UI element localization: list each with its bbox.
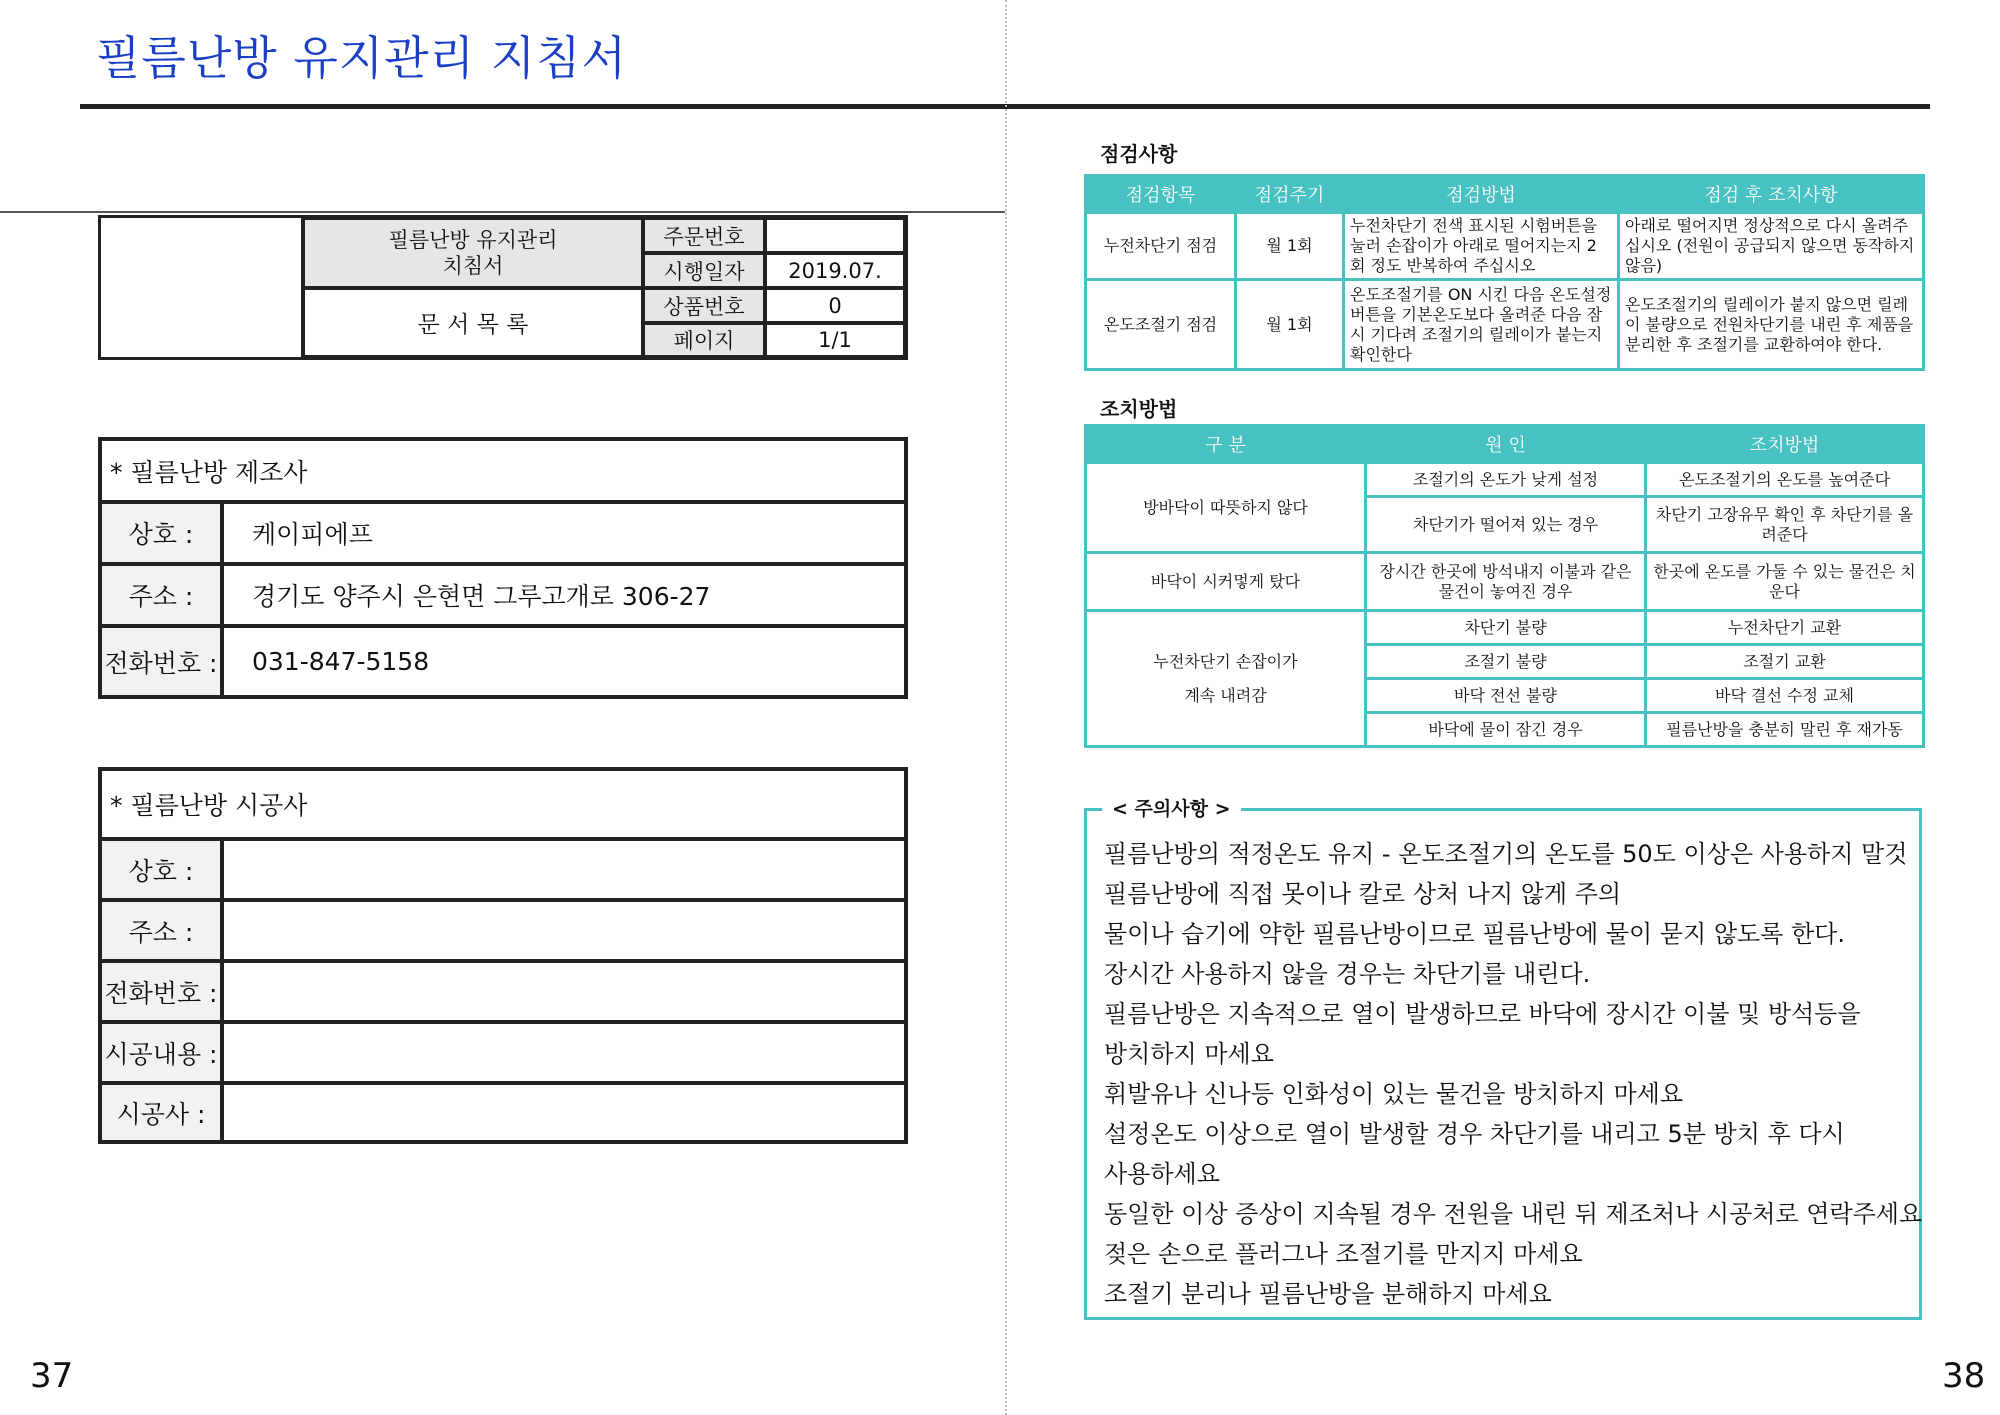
doc-title-line2: 치침서 bbox=[442, 254, 504, 278]
product-no-label: 상품번호 bbox=[643, 288, 765, 323]
notice-line: 젖은 손으로 플러그나 조절기를 만지지 마세요 bbox=[1104, 1240, 1583, 1268]
inspection-header-row bbox=[1086, 176, 1924, 213]
measures-cause: 바닥에 물이 잠긴 경우 bbox=[1366, 713, 1646, 747]
manufacturer-heading-row bbox=[102, 441, 904, 504]
manufacturer-address-row bbox=[102, 566, 904, 628]
measures-cause: 차단기 불량 bbox=[1366, 611, 1646, 645]
measures-cause: 조절기의 온도가 낮게 설정 bbox=[1366, 463, 1646, 497]
order-no-value bbox=[765, 218, 905, 253]
manufacturer-phone-value: 031-847-5158 bbox=[252, 647, 430, 676]
installer-content-label: 시공내용 : bbox=[102, 1024, 224, 1081]
date-value: 2019.07. bbox=[765, 253, 905, 288]
notice-line: 장시간 사용하지 않을 경우는 차단기를 내린다. bbox=[1104, 960, 1591, 988]
measures-fix: 한곳에 온도를 가둘 수 있는 물건은 치운다 bbox=[1646, 553, 1924, 611]
order-no-label: 주문번호 bbox=[643, 218, 765, 253]
doc-title-cell bbox=[303, 218, 643, 288]
page-title: 필름난방 유지관리 지침서 bbox=[96, 31, 628, 85]
inspection-method: 온도조절기를 ON 시킨 다음 온도설정 버튼을 기본온도보다 올려준 다음 잠시 기다려 조절기의 릴레이가 붙는지 확인한다 bbox=[1344, 280, 1619, 370]
inspection-action: 온도조절기의 릴레이가 붙지 않으면 릴레이 불량으로 전원차단기를 내린 후 제품을 분리한 후 조절기를 교환하여야 한다. bbox=[1619, 280, 1924, 370]
installer-phone-label: 전화번호 : bbox=[102, 963, 224, 1020]
product-no-value: 0 bbox=[765, 288, 905, 323]
inspection-header-cycle: 점검주기 bbox=[1236, 176, 1344, 213]
table-row bbox=[1086, 611, 1924, 645]
inspection-cycle: 월 1회 bbox=[1236, 280, 1344, 370]
notice-line: 사용하세요 bbox=[1104, 1160, 1220, 1188]
inspection-cycle: 월 1회 bbox=[1236, 213, 1344, 280]
inspection-header-method: 점검방법 bbox=[1344, 176, 1619, 213]
notice-title: < 주의사항 > bbox=[1102, 794, 1241, 821]
measures-fix: 필름난방을 충분히 말린 후 재가동 bbox=[1646, 713, 1924, 747]
inspection-method: 누전차단기 전색 표시된 시험버튼을 눌러 손잡이가 아래로 떨어지는지 2회 정도 반복하여 주십시오 bbox=[1344, 213, 1619, 280]
measures-header-cause: 원 인 bbox=[1366, 426, 1646, 463]
measures-fix: 온도조절기의 온도를 높여준다 bbox=[1646, 463, 1924, 497]
measures-cause: 바닥 전선 불량 bbox=[1366, 679, 1646, 713]
manufacturer-phone-row bbox=[102, 628, 904, 695]
installer-heading-row bbox=[102, 771, 904, 841]
measures-header-fix: 조치방법 bbox=[1646, 426, 1924, 463]
doc-title-line1: 필름난방 유지관리 bbox=[388, 228, 558, 252]
manufacturer-name-row bbox=[102, 504, 904, 566]
measures-fix: 누전차단기 교환 bbox=[1646, 611, 1924, 645]
installer-content-row bbox=[102, 1024, 904, 1085]
measures-section-label: 조치방법 bbox=[1100, 397, 1178, 421]
measures-category bbox=[1086, 611, 1366, 747]
measures-fix: 조절기 교환 bbox=[1646, 645, 1924, 679]
inspection-action: 아래로 떨어지면 정상적으로 다시 올려주십시오 (전원이 공급되지 않으면 동작하지 않음) bbox=[1619, 213, 1924, 280]
date-label: 시행일자 bbox=[643, 253, 765, 288]
table-row bbox=[1086, 213, 1924, 280]
inspection-section-label: 점검사항 bbox=[1100, 142, 1178, 166]
measures-fix: 차단기 고장유무 확인 후 차단기를 올려준다 bbox=[1646, 497, 1924, 553]
installer-name-row bbox=[102, 841, 904, 902]
manufacturer-phone-label: 전화번호 : bbox=[102, 628, 224, 695]
document-header-table bbox=[98, 215, 908, 360]
measures-table bbox=[1084, 424, 1925, 748]
measures-cause: 조절기 불량 bbox=[1366, 645, 1646, 679]
measures-category: 방바닥이 따뜻하지 않다 bbox=[1086, 463, 1366, 553]
notice-line: 물이나 습기에 약한 필름난방이므로 필름난방에 물이 묻지 않도록 한다. bbox=[1104, 920, 1845, 948]
installer-company-row bbox=[102, 1085, 904, 1140]
notice-line: 필름난방은 지속적으로 열이 발생하므로 바닥에 장시간 이불 및 방석등을 bbox=[1104, 1000, 1861, 1028]
measures-category-line2: 계속 내려감 bbox=[1184, 685, 1267, 705]
inspection-header-action: 점검 후 조치사항 bbox=[1619, 176, 1924, 213]
left-thin-rule bbox=[0, 211, 1005, 213]
notice-line: 조절기 분리나 필름난방을 분해하지 마세요 bbox=[1104, 1280, 1552, 1308]
installer-heading: * 필름난방 시공사 bbox=[110, 791, 308, 820]
doc-logo-cell bbox=[101, 218, 303, 357]
notice-line: 필름난방의 적정온도 유지 - 온도조절기의 온도를 50도 이상은 사용하지 말것 bbox=[1104, 840, 1908, 868]
page-fold-divider bbox=[1005, 0, 1007, 1415]
notice-line: 휘발유나 신나등 인화성이 있는 물건을 방치하지 마세요 bbox=[1104, 1080, 1684, 1108]
measures-cause: 차단기가 떨어져 있는 경우 bbox=[1366, 497, 1646, 553]
notice-line: 동일한 이상 증상이 지속될 경우 전원을 내린 뒤 제조처나 시공처로 연락주세요 bbox=[1104, 1200, 1923, 1228]
measures-header-row bbox=[1086, 426, 1924, 463]
table-row bbox=[1086, 280, 1924, 370]
page-label: 페이지 bbox=[643, 323, 765, 357]
inspection-table bbox=[1084, 174, 1925, 371]
notice-line: 방치하지 마세요 bbox=[1104, 1040, 1274, 1068]
table-row bbox=[1086, 553, 1924, 611]
installer-form bbox=[98, 767, 908, 1144]
page-number-left: 37 bbox=[30, 1356, 74, 1396]
table-row bbox=[1086, 463, 1924, 497]
inspection-item: 온도조절기 점검 bbox=[1086, 280, 1236, 370]
manufacturer-address-value: 경기도 양주시 은현면 그루고개로 306-27 bbox=[252, 582, 711, 611]
page-number-right: 38 bbox=[1942, 1356, 1986, 1396]
measures-category-line1: 누전차단기 손잡이가 bbox=[1153, 651, 1298, 671]
installer-address-row bbox=[102, 902, 904, 963]
notice-line: 설정온도 이상으로 열이 발생할 경우 차단기를 내리고 5분 방치 후 다시 bbox=[1104, 1120, 1845, 1148]
manufacturer-heading: * 필름난방 제조사 bbox=[110, 457, 308, 487]
inspection-header-item: 점검항목 bbox=[1086, 176, 1236, 213]
installer-name-label: 상호 : bbox=[102, 841, 224, 898]
manufacturer-name-value: 케이피에프 bbox=[252, 520, 373, 549]
installer-phone-row bbox=[102, 963, 904, 1024]
measures-header-category: 구 분 bbox=[1086, 426, 1366, 463]
installer-company-label: 시공사 : bbox=[102, 1085, 224, 1140]
doc-list-cell: 문 서 목 록 bbox=[303, 288, 643, 357]
page-value: 1/1 bbox=[765, 323, 905, 357]
manufacturer-address-label: 주소 : bbox=[102, 566, 224, 624]
manufacturer-name-label: 상호 : bbox=[102, 504, 224, 562]
measures-category: 바닥이 시커멓게 탔다 bbox=[1086, 553, 1366, 611]
measures-cause: 장시간 한곳에 방석내지 이불과 같은 물건이 놓여진 경우 bbox=[1366, 553, 1646, 611]
installer-address-label: 주소 : bbox=[102, 902, 224, 959]
inspection-item: 누전차단기 점검 bbox=[1086, 213, 1236, 280]
notice-line: 필름난방에 직접 못이나 칼로 상처 나지 않게 주의 bbox=[1104, 880, 1622, 908]
measures-fix: 바닥 결선 수정 교체 bbox=[1646, 679, 1924, 713]
manufacturer-form bbox=[98, 437, 908, 699]
